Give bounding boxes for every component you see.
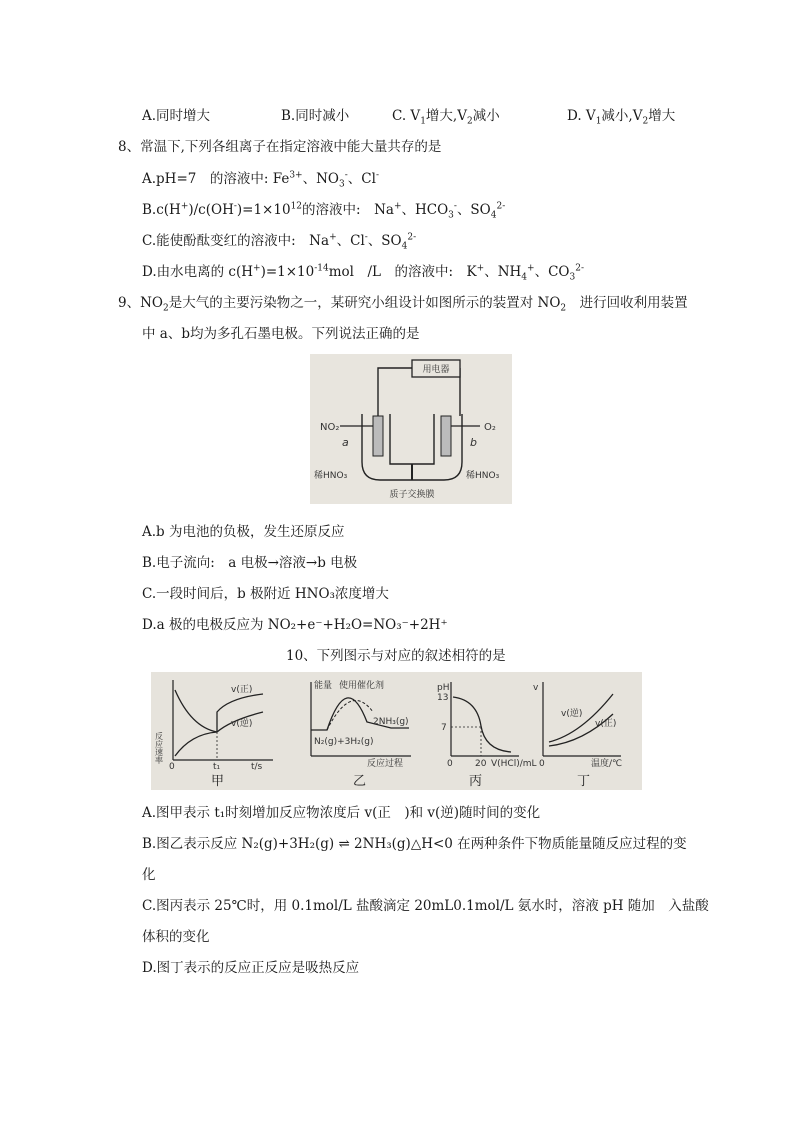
bing-7: 7 bbox=[441, 723, 447, 733]
yi-catalyst: 使用催化剂 bbox=[339, 681, 385, 691]
yi-reactant: N₂(g)+3H₂(g) bbox=[314, 737, 374, 747]
ding-v-zheng: v(正) bbox=[595, 719, 617, 729]
electrode-a bbox=[373, 416, 383, 456]
q9-stem-line2: 中 a、b均为多孔石墨电极。下列说法正确的是 bbox=[142, 326, 420, 342]
right-solution-label: 稀HNO₃ bbox=[466, 471, 500, 481]
q10-option-b-line2: 化 bbox=[142, 867, 156, 883]
jia-y-label: 反应速率 bbox=[154, 732, 164, 764]
q7-option-a: A.同时增大 bbox=[142, 108, 211, 124]
q8-stem: 8、常温下,下列各组离子在指定溶液中能大量共存的是 bbox=[118, 139, 442, 155]
jia-t1: t₁ bbox=[213, 762, 221, 772]
no2-label: NO₂ bbox=[320, 422, 340, 433]
q8-option-a: A.pH=7 的溶液中: $Fe^{3+}$、$NO_3^-$、Cl- bbox=[142, 170, 379, 190]
jia-t: t/s bbox=[251, 762, 263, 772]
label-b: b bbox=[470, 436, 477, 449]
yi-y-label: 能量 bbox=[314, 681, 333, 691]
ding-y-label: v bbox=[533, 683, 539, 693]
panel-yi-name: 乙 bbox=[353, 774, 367, 789]
q9-option-c: C.一段时间后，b 极附近 HNO₃浓度增大 bbox=[142, 586, 389, 602]
q7-option-d: D. $V_1$减小$,V_2$增大 bbox=[567, 108, 676, 127]
electrode-b bbox=[441, 416, 451, 456]
label-a: a bbox=[342, 436, 349, 449]
q8-option-c: C.能使酚酞变红的溶液中: Na+、Cl-、$SO_4^{2-}$ bbox=[142, 232, 417, 252]
jia-v-ni: v(逆) bbox=[231, 719, 253, 729]
q10-figures bbox=[151, 672, 642, 790]
q9-option-d: D.a 极的电极反应为 NO₂+e⁻+H₂O=NO₃⁻+2H⁺ bbox=[142, 617, 448, 633]
panel-bing-name: 丙 bbox=[469, 774, 483, 789]
o2-label: O₂ bbox=[484, 422, 496, 433]
bing-origin: 0 bbox=[447, 759, 453, 769]
ding-x-label: 温度/℃ bbox=[591, 759, 623, 769]
q10-option-b-line1: B.图乙表示反应 N₂(g)+3H₂(g) ⇌ 2NH₃(g)△H<0 在两种条件下物质能量随反应过程的变 bbox=[142, 836, 687, 852]
ding-v-ni: v(逆) bbox=[561, 709, 583, 719]
q8-option-b: $B.c(H^+)/c(OH^-)=1\times 10^{12}$的溶液中: Na+、$HCO_3^-$、$SO_4^{2-}$ bbox=[142, 201, 506, 221]
battery-label: 用电器 bbox=[422, 365, 450, 375]
bing-y-label: pH bbox=[437, 683, 450, 693]
q9-stem-line1: 9、$NO_2$是大气的主要污染物之一，某研究小组设计如图所示的装置对 $NO_2$ 进行回收利用装置 bbox=[118, 295, 688, 314]
q9-option-a: A.b 为电池的负极，发生还原反应 bbox=[142, 524, 345, 540]
q10-option-c-line1: C.图丙表示 25℃时，用 0.1mol/L 盐酸滴定 20mL0.1mol/L 氨水时，溶液 pH 随加 入盐酸 bbox=[142, 898, 709, 914]
q7-option-b: B.同时减小 bbox=[281, 108, 350, 124]
jia-v-zheng: v(正) bbox=[231, 685, 253, 695]
q9-option-b: B.电子流向: a 电极→溶液→b 电极 bbox=[142, 555, 358, 571]
bing-13: 13 bbox=[437, 693, 449, 703]
yi-x-label: 反应过程 bbox=[367, 759, 404, 769]
q10-stem: 10、下列图示与对应的叙述相符的是 bbox=[286, 648, 506, 664]
panel-ding-name: 丁 bbox=[577, 774, 591, 789]
q10-option-c-line2: 体积的变化 bbox=[142, 929, 210, 945]
q10-option-d: D.图丁表示的反应正反应是吸热反应 bbox=[142, 960, 360, 976]
bing-20: 20 bbox=[475, 759, 487, 769]
panel-jia-name: 甲 bbox=[211, 774, 225, 789]
q8-option-d: D.由水电离的 $c(H^+)=1\times 10^{-14}mol$ /L 的溶液中: K+、$NH_4^+$、$CO_3^{2-}$ bbox=[142, 263, 584, 283]
membrane-label: 质子交换膜 bbox=[389, 490, 435, 500]
left-solution-label: 稀HNO₃ bbox=[314, 471, 348, 481]
ding-origin: 0 bbox=[539, 759, 545, 769]
yi-product: 2NH₃(g) bbox=[373, 717, 409, 727]
q10-option-a: A.图甲表示 t₁时刻增加反应物浓度后 v(正 )和 v(逆)随时间的变化 bbox=[142, 805, 541, 821]
bing-x-label: V(HCl)/mL bbox=[491, 759, 537, 769]
q7-option-c: C. $V_1$增大$,V_2$减小 bbox=[392, 108, 500, 127]
q9-cell-figure bbox=[310, 354, 512, 504]
jia-origin: 0 bbox=[169, 762, 175, 772]
